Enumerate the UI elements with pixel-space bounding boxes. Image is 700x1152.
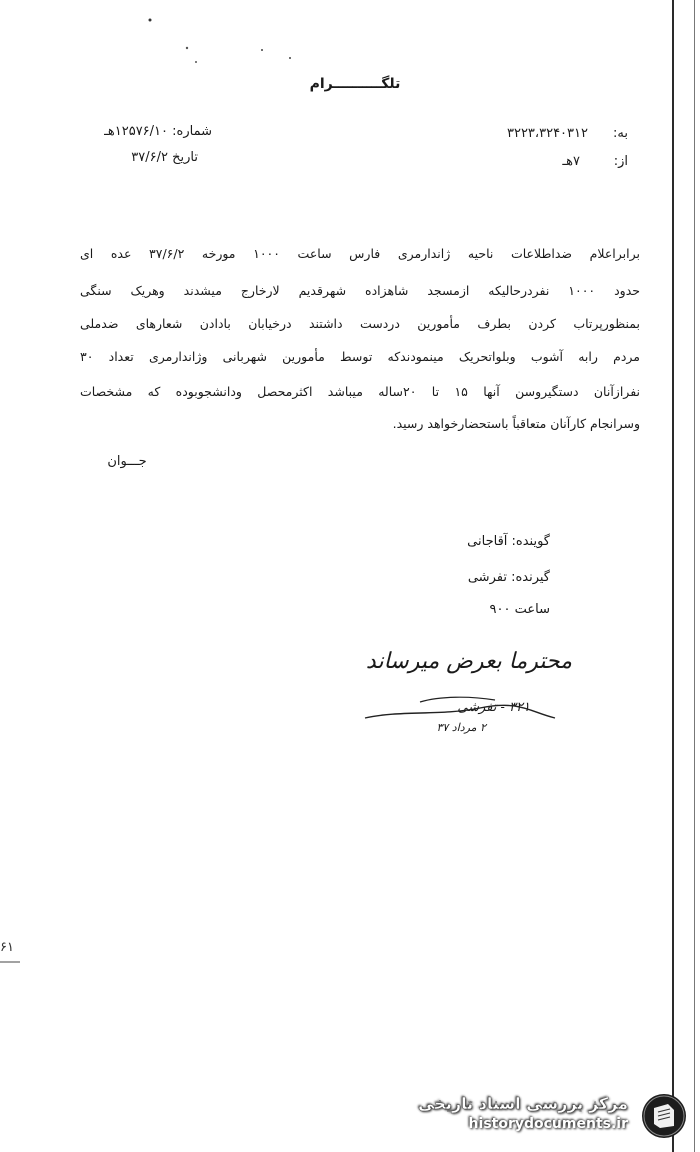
watermark-org-name: مرکز بررسی اسناد تاریخی (418, 1094, 628, 1113)
sender-signature-name: جـــوان (107, 454, 147, 469)
body-line-1: برابراعلام ضداطلاعات ناحیه ژاندارمری فارس ساعت ۱۰۰۰ مورخه ۳۷/۶/۲ عده ای (80, 246, 640, 261)
body-line-5: نفرازآنان دستگیروسن آنها ۱۵ تا ۲۰ساله میباشد اکثرمحصل ودانشجوبوده که مشخصات (80, 384, 640, 399)
handwritten-note-sub: ۳۲۱ - تفرشی (457, 700, 530, 715)
from-value: ۷هـ (562, 154, 580, 169)
from-label: از: (613, 154, 628, 169)
margin-mark: ۶۱ (0, 940, 14, 955)
document-date: تاریخ ۳۷/۶/۲ (131, 150, 198, 165)
body-line-3: بمنظورپرتاب کردن بطرف مأمورین دردست داشتند درخیابان بادادن شعارهای ضدملی (80, 316, 640, 331)
watermark (410, 1090, 690, 1142)
speaker-line: گوینده: آقاجانی (467, 534, 550, 549)
telegram-title: تلگــــــــــرام (309, 76, 401, 92)
archive-logo-icon (642, 1094, 686, 1138)
time-line: ساعت ۹۰۰ (489, 602, 550, 617)
receiver-line: گیرنده: تفرشی (467, 570, 550, 585)
body-line-6: وسرانجام کارآنان متعاقباً باستحضارخواهد رسید. (392, 416, 640, 431)
scan-specks (0, 0, 700, 80)
body-line-2: حدود ۱۰۰۰ نفردرحالیکه ازمسجد شاهزاده شهرقدیم لارخارج میشدند وهریک سنگی (80, 283, 640, 298)
page-edge-line (672, 0, 674, 1152)
body-line-4: مردم رابه آشوب وبلواتحریک مینمودندکه توسط مأمورین شهربانی وژاندارمری تعداد ۳۰ (80, 349, 640, 364)
watermark-url: historydocuments.ir (468, 1116, 628, 1132)
margin-stroke (0, 954, 24, 974)
handwritten-date: ۲ مرداد ۳۷ (436, 721, 486, 734)
document-number: شماره: ۱۲۵۷۶/۱۰هـ (104, 124, 212, 139)
to-value: ۳۲۲۳،۳۲۴۰۳۱۲ (506, 126, 588, 141)
handwritten-note: محترما بعرض میرساند (365, 649, 572, 674)
page-edge-line-outer (694, 0, 695, 1152)
to-label: به: (613, 126, 628, 141)
